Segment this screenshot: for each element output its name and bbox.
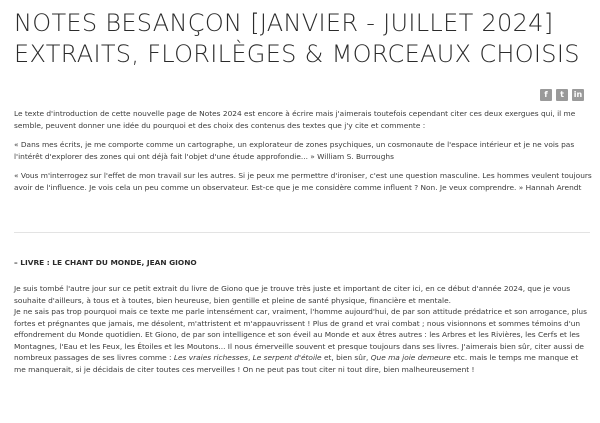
separator-2: et, bien sûr, <box>321 353 371 362</box>
book-title-serpent-etoile: Le serpent d'étoile <box>252 353 322 362</box>
section-paragraph-1: Je suis tombé l'autre jour sur ce petit extrait du livre de Giono que je trouve très juste et important de citer ici, en ce début d'année 2024, que je vous souhaite d'ailleurs, à tous et à toutes, bien heureuse, bien gentille et pleine de santé physique, financière et mentale. <box>14 284 571 305</box>
section-paragraph-2-end: etc. mais le temps me manque et me manquerait, si je décidais de citer toutes ces merveilles ! On ne peut pas tout citer ni tout dire, bien malheureusement ! <box>14 353 579 374</box>
page-title-line-2: EXTRAITS, FLORILÈGES & MORCEAUX CHOISIS <box>14 40 580 68</box>
facebook-icon[interactable]: f <box>540 89 552 101</box>
section-paragraph-2-start: Je ne sais pas trop pourquoi mais ce texte me parle intensément car, vraiment, l'homme aujourd'hui, de par son attitude prédatrice et son arrogance, plus fortes et prégnantes que jamais, me désolent, m'attristent et m'appauvrissent ! Plus de grand et vrai combat ; nous visionnons et sommes témoins d'un effondrement du Monde quotidien. Et Giono, de par son intelligence et son éveil au Monde et aux êtres autres : les Arbres et les Rivières, les Cerfs et les Montagnes, l'Eau et les Feux, les Étoiles et les Moutons... Il nous émerveille souvent et presque toujours dans ses livres. J'aimerais bien sûr, citer aussi de nombreux passages de ses livres comme : <box>14 307 587 362</box>
page-title-line-1: NOTES BESANÇON [JANVIER - JUILLET 2024] <box>14 9 554 37</box>
section-divider <box>14 232 590 233</box>
section-body <box>14 283 592 375</box>
quote-arendt: « Vous m'interrogez sur l'effet de mon travail sur les autres. Si je peux me permettre d'ironiser, c'est une question masculine. Les hommes veulent toujours avoir de l'influence. Je vois cela un peu comme un observateur. Est-ce que je me considère comme influent ? Non. Je veux comprendre. » Hannah Arendt <box>14 171 592 192</box>
book-title-vraies-richesses: Les vraies richesses <box>173 353 248 362</box>
intro-paragraph: Le texte d'introduction de cette nouvelle page de Notes 2024 est encore à écrire mais j'aimerais toutefois cependant citer ces deux exergues qui, il me semble, peuvent donner une idée du pourquoi et des choix des contenus des textes que j'y cite et commente : <box>14 109 576 130</box>
intro-section <box>14 108 592 201</box>
section-heading: – LIVRE : LE CHANT DU MONDE, JEAN GIONO <box>14 258 197 267</box>
page-title <box>14 8 594 70</box>
social-share-bar <box>540 89 584 101</box>
section-paragraph-2 <box>14 306 592 375</box>
quote-burroughs: « Dans mes écrits, je me comporte comme un cartographe, un explorateur de zones psychiques, un cosmonaute de l'espace intérieur et je ne vois pas l'intérêt d'explorer des zones qui ont déjà fait l'objet d'une étude approfondie... » William S. Burroughs <box>14 140 575 161</box>
book-title-que-ma-joie-demeure: Que ma joie demeure <box>370 353 451 362</box>
separator-1: , <box>247 353 253 362</box>
linkedin-icon[interactable]: in <box>573 90 583 99</box>
twitter-icon[interactable]: t <box>556 89 568 101</box>
